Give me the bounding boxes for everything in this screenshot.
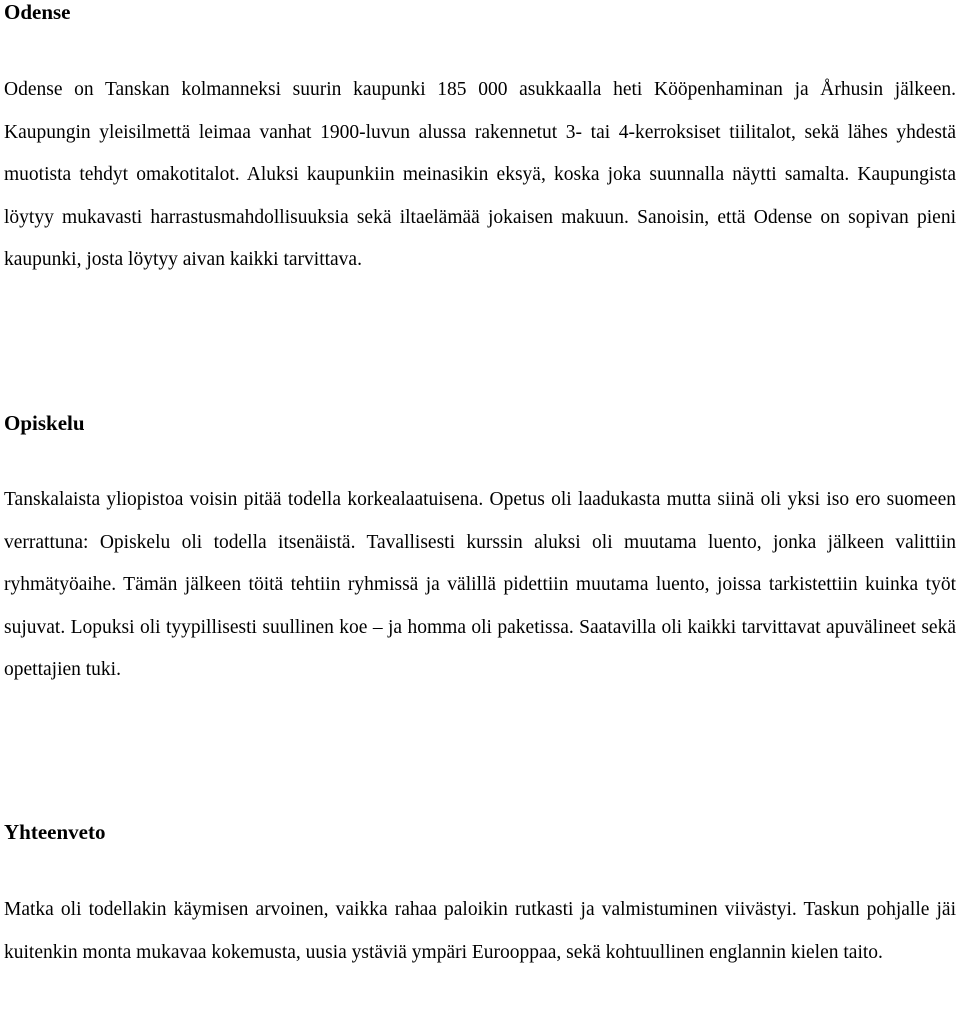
section-heading-odense: Odense [4,0,71,24]
section-paragraph-yhteenveto: Matka oli todellakin käymisen arvoinen, vaikka rahaa paloikin rutkasti ja valmistuminen viivästyi. Taskun pohjalle jäi kuitenkin monta mukavaa kokemusta, uusia ystäviä ympäri Eurooppaa, sekä kohtuullinen englannin kielen taito. [4,899,956,963]
section-paragraph-odense: Odense on Tanskan kolmanneksi suurin kaupunki 185 000 asukkaalla heti Kööpenhaminan ja Århusin jälkeen. Kaupungin yleisilmettä leimaa vanhat 1900-luvun alussa rakennetut 3- tai 4-kerroksiset tiilitalot, sekä lähes yhdestä muotista tehdyt omakotitalot. Aluksi kaupunkiin meinasikin eksyä, koska joka suunnalla näytti samalta. Kaupungista löytyy mukavasti harrastusmahdollisuuksia sekä iltaelämää jokaisen makuun. Sanoisin, että Odense on sopivan pieni kaupunki, josta löytyy aivan kaikki tarvittava. [4,79,956,270]
section-heading-opiskelu: Opiskelu [4,411,85,435]
section-heading-yhteenveto: Yhteenveto [4,820,106,844]
section-paragraph-opiskelu: Tanskalaista yliopistoa voisin pitää todella korkealaatuisena. Opetus oli laadukasta mutta siinä oli yksi iso ero suomeen verrattuna: Opiskelu oli todella itsenäistä. Tavallisesti kurssin aluksi oli muutama luento, jonka jälkeen valittiin ryhmätyöaihe. Tämän jälkeen töitä tehtiin ryhmissä ja välillä pidettiin muutama luento, joissa tarkistettiin kuinka työt sujuvat. Lopuksi oli tyypillisesti suullinen koe – ja homma oli paketissa. Saatavilla oli kaikki tarvittavat apuvälineet sekä opettajien tuki. [4,489,956,680]
